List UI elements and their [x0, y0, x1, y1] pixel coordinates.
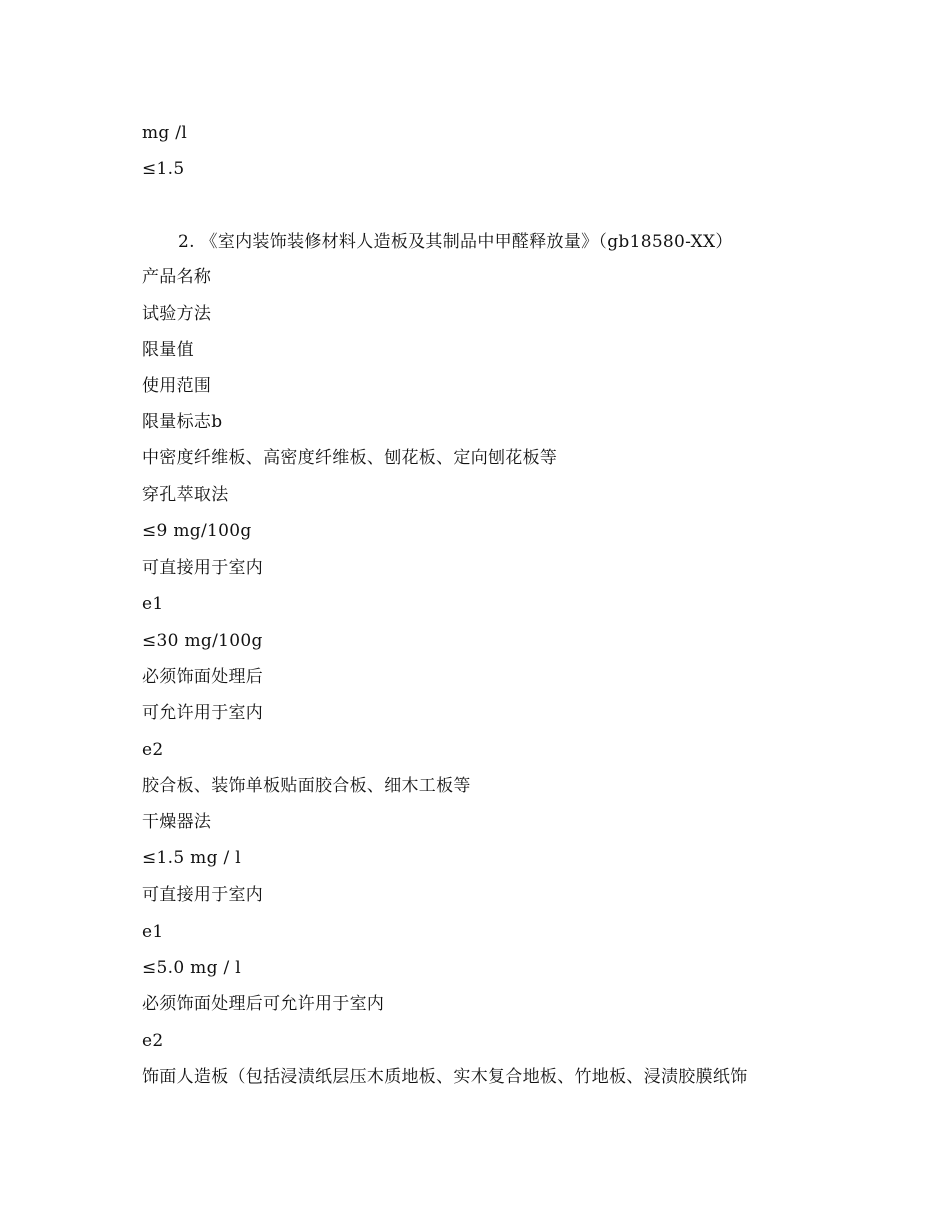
text-line: ≤30 mg/100g	[142, 631, 263, 651]
text-line: 必须饰面处理后可允许用于室内	[142, 994, 385, 1014]
text-line: e1	[142, 594, 164, 614]
text-line-unit: mg /l	[142, 123, 188, 143]
text-line: 试验方法	[142, 304, 212, 324]
text-line: e2	[142, 740, 164, 760]
text-line: 可允许用于室内	[142, 703, 264, 723]
text-line: 干燥器法	[142, 812, 212, 832]
text-line: 使用范围	[142, 376, 212, 396]
text-line: 必须饰面处理后	[142, 667, 264, 687]
text-line: 中密度纤维板、高密度纤维板、刨花板、定向刨花板等	[142, 448, 558, 468]
text-line: 胶合板、装饰单板贴面胶合板、细木工板等	[142, 776, 471, 796]
text-line: ≤9 mg/100g	[142, 521, 252, 541]
text-line: 可直接用于室内	[142, 558, 264, 578]
text-line: 产品名称	[142, 267, 212, 287]
text-line: ≤1.5 mg / l	[142, 848, 241, 868]
text-line: 饰面人造板（包括浸渍纸层压木质地板、实木复合地板、竹地板、浸渍胶膜纸饰	[142, 1067, 748, 1087]
text-line: 限量标志b	[142, 412, 223, 432]
text-line: e1	[142, 922, 164, 942]
text-line: 穿孔萃取法	[142, 485, 229, 505]
section-heading: 2. 《室内装饰装修材料人造板及其制品中甲醛释放量》（gb18580-XX）	[178, 232, 733, 252]
text-line: e2	[142, 1031, 164, 1051]
text-line: 可直接用于室内	[142, 885, 264, 905]
text-line-limit: ≤1.5	[142, 159, 185, 179]
text-line: 限量值	[142, 340, 194, 360]
text-line: ≤5.0 mg / l	[142, 958, 241, 978]
